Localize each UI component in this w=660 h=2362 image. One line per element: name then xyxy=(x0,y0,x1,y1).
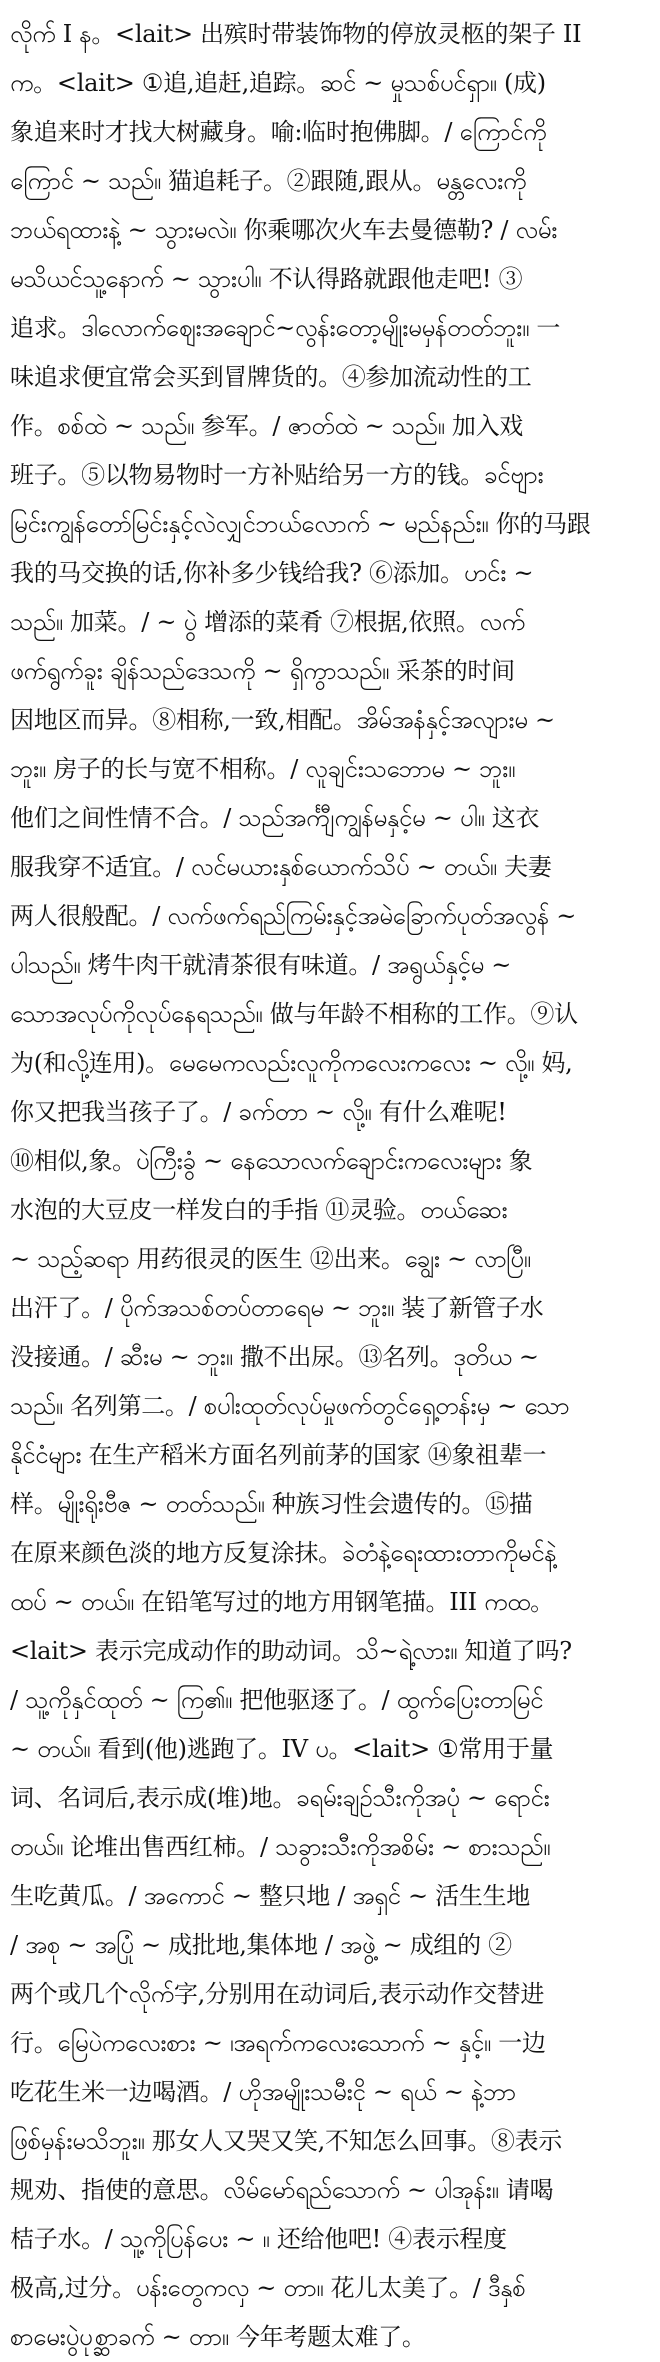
entry-line: ထပ် ~ တယ်။ 在铅笔写过的地方用钢笔描。III ကထ。 xyxy=(10,1588,554,1616)
entry-line: သောအလုပ်ကိုလုပ်နေရသည်။ 做与年龄不相称的工作。⑨认 xyxy=(10,1000,578,1028)
entry-line: 没接通。/ ဆီးမ ~ ဘူး။ 撒不出尿。⑬名列。ဒုတိယ ~ xyxy=(10,1343,539,1371)
entry-line: သည်။ 加菜。/ ~ ပွဲ 增添的菜肴 ⑦根据,依照。လက် xyxy=(10,608,525,636)
entry-line: 味追求便宜常会买到冒牌货的。④参加流动性的工 xyxy=(10,363,532,391)
entry-line: 班子。⑤以物易物时一方补贴给另一方的钱。ခင်ဗျား xyxy=(10,461,544,489)
entry-line: 你又把我当孩子了。/ ခက်တာ ~ လို့။ 有什么难呢! xyxy=(10,1098,507,1126)
entry-line: 桔子水。/ သူ့ကိုပြန်ပေး ~ ။ 还给他吧! ④表示程度 xyxy=(10,2225,507,2253)
entry-line: 水泡的大豆皮一样发白的手指 ⑪灵验。တယ်ဆေး xyxy=(10,1196,508,1224)
entry-line: 我的马交换的话,你补多少钱给我? ⑥添加。ဟင်း ~ xyxy=(10,559,534,587)
entry-line: ပါသည်။ 烤牛肉干就清茶很有味道。/ အရွယ်နှင့်မ ~ xyxy=(10,951,512,979)
entry-line: 规劝、指使的意思。လိမ်မော်ရည်သောက် ~ ပါအုန်း။ 请喝 xyxy=(10,2176,554,2204)
entry-line: 出汗了。/ ပိုက်အသစ်တပ်တာရေမ ~ ဘူး။ 装了新管子水 xyxy=(10,1294,544,1322)
entry-line: 生吃黄瓜。/ အကောင် ~ 整只地 / အရှင် ~ 活生生地 xyxy=(10,1882,530,1910)
entry-line: ဖြစ်မှန်းမသိဘူး။ 那女人又哭又笑,不知怎么回事。⑧表示 xyxy=(10,2127,563,2155)
entry-line: က。<lait> ①追,追赶,追踪。ဆင် ~ မှုသစ်ပင်ရှာ။ (成) xyxy=(10,69,546,97)
entry-line: 极高,过分。ပန်းတွေကလှ ~ တာ။ 花儿太美了。/ ဒီနှစ် xyxy=(10,2274,526,2302)
entry-line: / သူ့ကိုနှင်ထုတ် ~ ကြ၏။ 把他驱逐了。/ ထွက်ပြေးတာမြင် xyxy=(10,1686,544,1714)
entry-line: 两人很般配。/ လက်ဖက်ရည်ကြမ်းနှင့်အမဲခြောက်ပုတ်အလွန် ~ xyxy=(10,902,577,930)
entry-line: ~ တယ်။ 看到(他)逃跑了。IV ပ。<lait> ①常用于量 xyxy=(10,1735,554,1763)
entry-line: လိုက် I န。<lait> 出殡时带装饰物的停放灵柩的架子 II xyxy=(10,20,582,48)
entry-line: မြင်းကျွန်တော်မြင်းနှင့်လဲလျှင်ဘယ်လောက် ~ မည်နည်း။ 你的马跟 xyxy=(10,510,591,538)
entry-line: တယ်။ 论堆出售西红柿。/ သခွားသီးကိုအစိမ်း ~ စားသည်။ xyxy=(10,1833,551,1861)
entry-line: ⑩相似,象。ပဲကြီးခွံ ~ နေသောလက်ချောင်းကလေးများ 象 xyxy=(10,1147,533,1175)
entry-line: ဘယ်ရထားနဲ့ ~ သွားမလဲ။ 你乘哪次火车去曼德勒? / လမ်း xyxy=(10,216,558,244)
entry-line: 在原来颜色淡的地方反复涂抹。ခဲတံနဲ့ရေးထားတာကိုမင်နဲ့ xyxy=(10,1539,557,1567)
entry-line: 词、名词后,表示成(堆)地。ခရမ်းချဉ်သီးကိုအပုံ ~ ရောင်း xyxy=(10,1784,550,1812)
entry-line: 作。စစ်ထဲ ~ သည်။ 参军。/ ဇာတ်ထဲ ~ သည်။ 加入戏 xyxy=(10,412,523,440)
entry-line: 服我穿不适宜。/ လင်မယားနှစ်ယောက်သိပ် ~ တယ်။ 夫妻 xyxy=(10,853,552,881)
entry-line: မသိယင်သူ့နောက် ~ သွားပါ။ 不认得路就跟他走吧! ③ xyxy=(10,265,523,293)
entry-line: ~ သည့်ဆရာ 用药很灵的医生 ⑫出来。ချွေး ~ လာပြီ။ xyxy=(10,1245,531,1273)
entry-line: 吃花生米一边喝酒。/ ဟိုအမျိုးသမီးငို ~ ရယ် ~ နဲ့ဘာ xyxy=(10,2078,516,2106)
entry-line: သည်။ 名列第二。/ စပါးထုတ်လုပ်မှုဖက်တွင်ရှေ့တန်းမှ ~ သော xyxy=(10,1392,570,1420)
dictionary-entry xyxy=(10,10,645,2362)
entry-line: 追求。ဒါလောက်ဈေးအချောင်~လွန်းတော့မျိုးမမှန်တတ်ဘူး။ 一 xyxy=(10,314,561,342)
entry-line: ဘူး။ 房子的长与宽不相称。/ လူချင်းသဘောမ ~ ဘူး။ xyxy=(10,755,516,783)
entry-line: 为(和လို့连用)。မေမေကလည်းလူကိုကလေးကလေး ~ လို့။ 妈, xyxy=(10,1049,573,1077)
entry-line: <lait> 表示完成动作的助动词。သိ~ရဲ့လား။ 知道了吗? xyxy=(10,1637,572,1665)
entry-line: 行。မြေပဲကလေးစား ~ ၊အရက်ကလေးသောက် ~ နှင့်။ 一边 xyxy=(10,2029,546,2057)
entry-line: 样。မျိုးရိုးဗီဇ ~ တတ်သည်။ 种族习性会遗传的。⑮描 xyxy=(10,1490,533,1518)
entry-line: 象追来时才找大树藏身。喻:临时抱佛脚。/ ကြောင်ကို xyxy=(10,118,547,146)
entry-line: / အစု ~ အပြုံ ~ 成批地,集体地 / အဖွဲ့ ~ 成组的 ② xyxy=(10,1931,512,1959)
entry-line: နိုင်ငံများ 在生产稻米方面名列前茅的国家 ⑭象祖辈一 xyxy=(10,1441,547,1469)
entry-line: 他们之间性情不合。/ သည်အင်္ကျီကျွန်မနှင့်မ ~ ပါ။ 这衣 xyxy=(10,804,540,832)
entry-line: 两个或几个လိုက်字,分别用在动词后,表示动作交替进 xyxy=(10,1980,545,2008)
entry-line: စာမေးပွဲပုစ္ဆာခက် ~ တာ။ 今年考题太难了。 xyxy=(10,2323,426,2351)
entry-line: ဖက်ရွက်ခူး ချိန်သည်ဒေသကို ~ ရှိကွာသည်။ 采茶的时间 xyxy=(10,657,515,685)
entry-line: ကြောင် ~ သည်။ 猫追耗子。②跟随,跟从。မန္တလေးကို xyxy=(10,167,527,195)
entry-line: 因地区而异。⑧相称,一致,相配。အိမ်အနံနှင့်အလျားမ ~ xyxy=(10,706,555,734)
